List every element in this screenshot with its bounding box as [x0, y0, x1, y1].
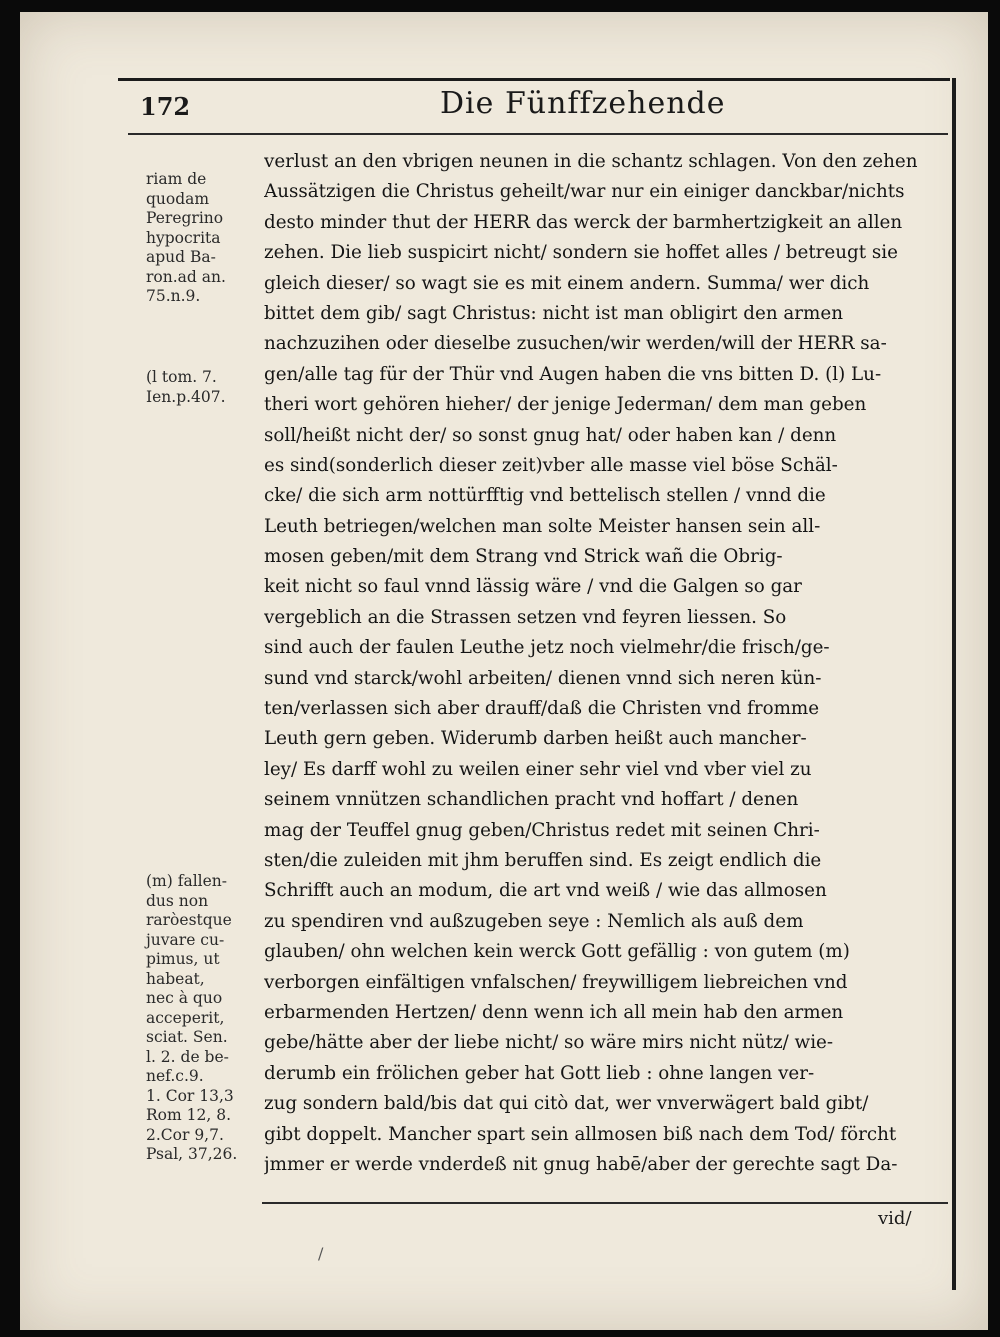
body-line: verborgen einfältigen vnfalschen/ freywilligem liebreichen vnd — [264, 971, 848, 993]
body-line: Leuth betriegen/welchen man solte Meister hansen sein all- — [264, 515, 821, 537]
body-line: ley/ Es darff wohl zu weilen einer sehr viel vnd vber viel zu — [264, 758, 812, 780]
body-line: Schrifft auch an modum, die art vnd weiß / wie das allmosen — [264, 880, 827, 902]
body-line: gen/alle tag für der Thür vnd Augen haben die vns bitten D. (l) Lu- — [264, 363, 882, 385]
main-text-block — [264, 147, 934, 1180]
body-line: nachzuzihen oder dieselbe zusuchen/wir werden/will der HERR sa- — [264, 333, 887, 355]
running-head: Die Fünffzehende — [440, 86, 726, 121]
body-line: bittet dem gib/ sagt Christus: nicht ist man obligirt den armen — [264, 302, 843, 324]
page-number: 172 — [140, 92, 191, 121]
body-line: vergeblich an die Strassen setzen vnd feyren liessen. So — [264, 606, 787, 628]
bottom-rule — [262, 1202, 948, 1204]
body-line: gebe/hätte aber der liebe nicht/ so wäre mirs nicht nütz/ wie- — [264, 1032, 834, 1054]
body-line: verlust an den vbrigen neunen in die schantz schlagen. Von den zehen — [264, 151, 918, 172]
body-line: theri wort gehören hieher/ der jenige Jederman/ dem man geben — [264, 394, 867, 416]
right-frame-line — [952, 78, 956, 1290]
body-line: gibt doppelt. Mancher spart sein allmosen biß nach dem Tod/ förcht — [264, 1123, 897, 1145]
top-frame-line — [118, 78, 950, 81]
margin-note-2: (l tom. 7. Ien.p.407. — [146, 368, 226, 406]
catchword: vid/ — [878, 1208, 912, 1229]
body-line: zug sondern bald/bis dat qui citò dat, wer vnverwägert bald gibt/ — [264, 1093, 869, 1115]
body-line: keit nicht so faul vnnd lässig wäre / vnd die Galgen so gar — [264, 576, 802, 598]
body-line: Aussätzigen die Christus geheilt/war nur ein einiger danckbar/nichts — [264, 181, 905, 203]
body-line: Leuth gern geben. Widerumb darben heißt auch mancher- — [264, 728, 807, 750]
body-line: zu spendiren vnd außzugeben seye : Nemlich als auß dem — [264, 910, 804, 932]
body-line: erbarmenden Hertzen/ denn wenn ich all mein hab den armen — [264, 1001, 844, 1023]
body-line: sten/die zuleiden mit jhm beruffen sind. Es zeigt endlich die — [264, 849, 822, 871]
body-line: desto minder thut der HERR das werck der barmhertzigkeit an allen — [264, 211, 903, 233]
body-line: mag der Teuffel gnug geben/Christus redet mit seinen Chri- — [264, 819, 820, 841]
body-line: jmmer er werde vnderdeß nit gnug habē/aber der gerechte sagt Da- — [264, 1153, 898, 1175]
body-line: mosen geben/mit dem Strang vnd Strick wañ die Obrig- — [264, 546, 783, 568]
margin-note-1: riam de quodam Peregrino hypocrita apud Ba- ron.ad an. 75.n.9. — [146, 170, 226, 305]
body-line: soll/heißt nicht der/ so sonst gnug hat/ oder haben kan / denn — [264, 424, 837, 446]
body-line: derumb ein frölichen geber hat Gott lieb : ohne langen ver- — [264, 1062, 815, 1084]
body-line: zehen. Die lieb suspicirt nicht/ sondern sie hoffet alles / betreugt sie — [264, 242, 898, 264]
body-line: es sind(sonderlich dieser zeit)vber alle masse viel böse Schäl- — [264, 454, 838, 476]
body-line: cke/ die sich arm nottürfftig vnd bettelisch stellen / vnnd die — [264, 485, 826, 507]
body-line: sund vnd starck/wohl arbeiten/ dienen vnnd sich neren kün- — [264, 667, 822, 689]
body-line: gleich dieser/ so wagt sie es mit einem andern. Summa/ wer dich — [264, 272, 870, 294]
header-rule — [128, 133, 948, 135]
body-line: seinem vnnützen schandlichen pracht vnd hoffart / denen — [264, 789, 799, 811]
body-line: glauben/ ohn welchen kein werck Gott gefällig : von gutem (m) — [264, 941, 850, 963]
margin-note-3: (m) fallen- dus non raròestque juvare cu- pimus, ut habeat, nec à quo acceperit, sciat. Sen. l. 2. de be- nef.c.9. 1. Cor 13,3 Rom 12, 8. 2.Cor 9,7. Psal, 37,26. — [146, 872, 238, 1163]
stray-mark: / — [318, 1244, 324, 1263]
body-line: ten/verlassen sich aber drauff/daß die Christen vnd fromme — [264, 698, 820, 720]
body-line: sind auch der faulen Leuthe jetz noch vielmehr/die frisch/ge- — [264, 637, 830, 659]
